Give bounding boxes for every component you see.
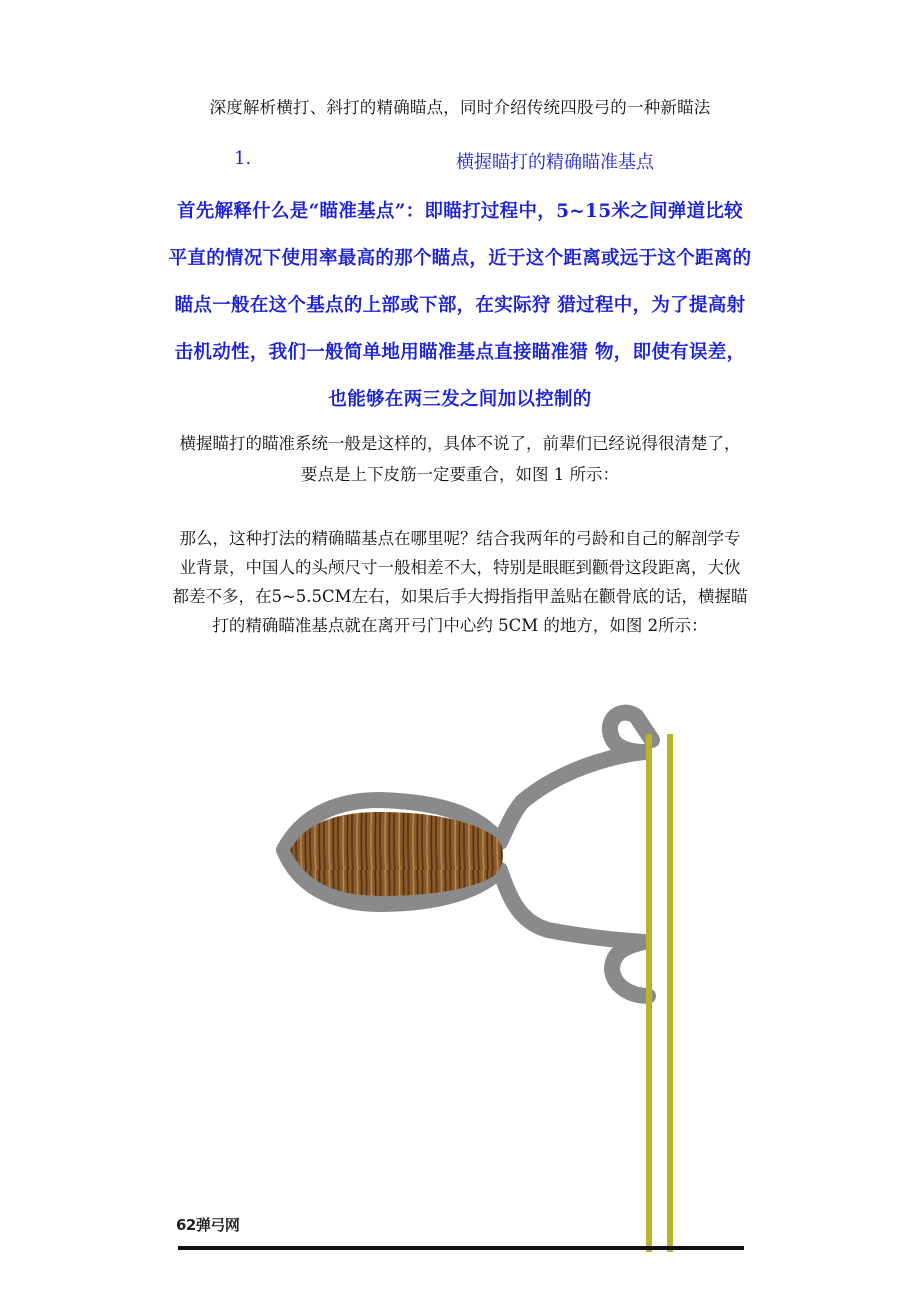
- document-title: 深度解析横打、斜打的精确瞄点，同时介绍传统四股弓的一种新瞄法: [209, 98, 711, 117]
- slingshot-figure: [0, 690, 920, 1270]
- intro-line: 也能够在两三发之间加以控制的: [328, 389, 592, 410]
- section-number: 1.: [234, 148, 252, 169]
- paragraph-line: 都差不多，在5~5.5CM左右，如果后手大拇指指甲盖贴在颧骨底的话，横握瞄: [172, 587, 748, 606]
- paragraph-line: 那么，这种打法的精确瞄基点在哪里呢？结合我两年的弓龄和自己的解剖学专: [179, 529, 741, 548]
- watermark-logo: 62弹弓网: [176, 1216, 240, 1234]
- ground-line: [178, 1246, 744, 1250]
- paragraph-line: 业背景，中国人的头颅尺寸一般相差不大，特别是眼眶到颧骨这段距离，大伙: [179, 558, 741, 577]
- intro-line: 击机动性，我们一般简单地用瞄准基点直接瞄准猎 物，即使有误差，: [174, 342, 746, 363]
- aim-point-paragraph: [120, 524, 800, 640]
- paragraph-line: 横握瞄打的瞄准系统一般是这样的，具体不说了，前辈们已经说得很清楚了，: [179, 434, 741, 453]
- rubber-band-icon: [646, 734, 652, 1252]
- paragraph-line: 打的精确瞄准基点就在离开弓门中心约 5CM 的地方，如图 2所示：: [212, 616, 708, 635]
- intro-line: 首先解释什么是“瞄准基点”：即瞄打过程中，5~15米之间弹道比较: [176, 201, 743, 222]
- intro-paragraph: [130, 188, 790, 423]
- aiming-system-paragraph: [120, 428, 800, 490]
- intro-line: 瞄点一般在这个基点的上部或下部，在实际狩 猎过程中，为了提高射: [174, 295, 746, 316]
- rubber-band-icon: [667, 734, 673, 1252]
- paragraph-line: 要点是上下皮筋一定要重合，如图 1 所示：: [301, 465, 619, 484]
- section-title: 横握瞄打的精确瞄准基点: [456, 152, 654, 173]
- intro-line: 平直的情况下使用率最高的那个瞄点，近于这个距离或远于这个距离的: [168, 248, 752, 269]
